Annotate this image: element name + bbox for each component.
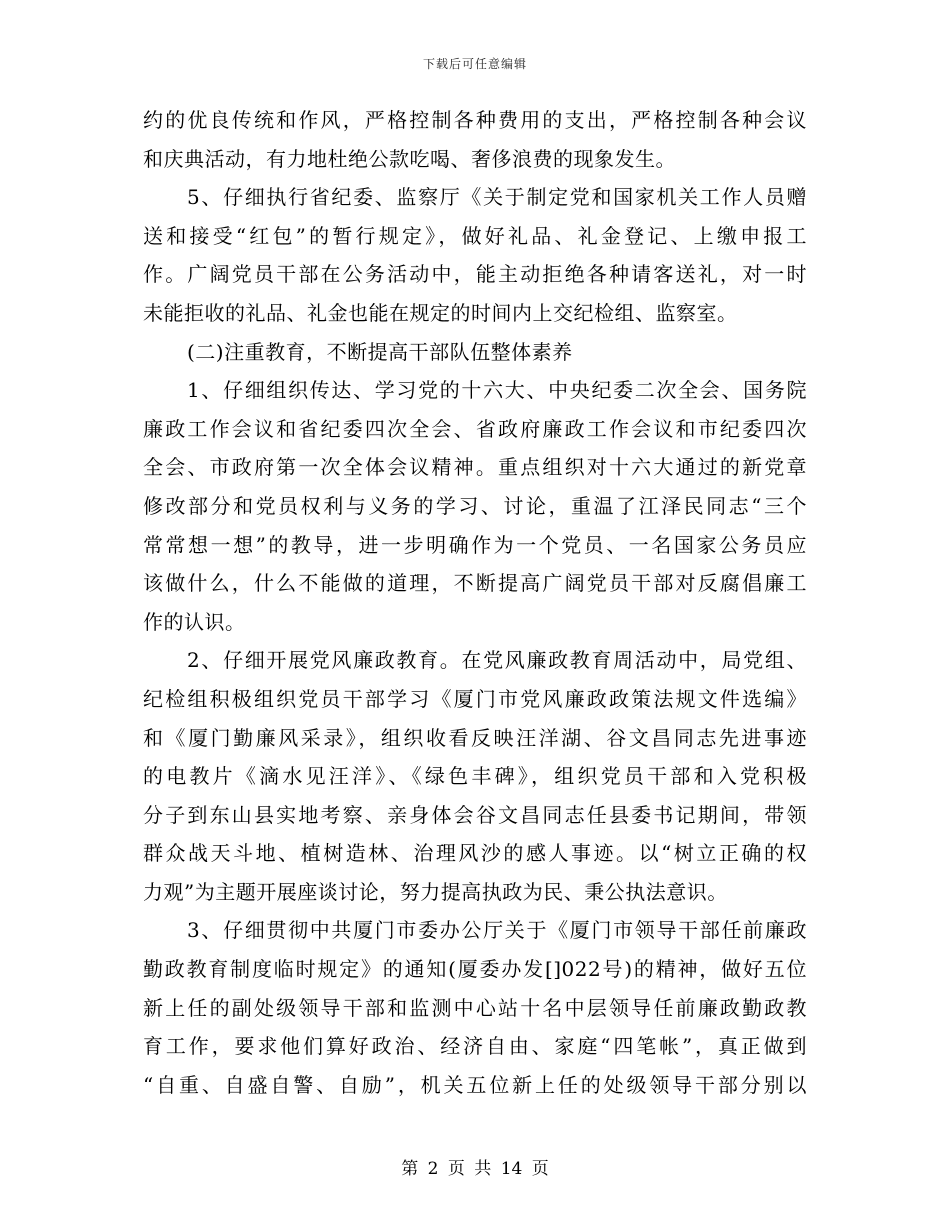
text-line: 育工作，要求他们算好政治、经济自由、家庭“四笔帐”，真正做到 xyxy=(143,1034,807,1059)
page-header: 下载后可任意编辑 xyxy=(422,57,527,71)
text-line: 分子到东山县实地考察、亲身体会谷文昌同志任县委书记期间，带领 xyxy=(143,802,807,827)
page-footer: 第 2 页 共 14 页 xyxy=(401,1159,549,1179)
text-line: 新上任的副处级领导干部和监测中心站十名中层领导任前廉政勤政教 xyxy=(143,995,807,1020)
text-line: 3、仔细贯彻中共厦门市委办公厅关于《厦门市领导干部任前廉政 xyxy=(187,918,807,943)
text-line: 作。广阔党员干部在公务活动中，能主动拒绝各种请客送礼，对一时 xyxy=(143,262,807,287)
text-line: 送和接受“红包”的暂行规定》，做好礼品、礼金登记、上缴申报工 xyxy=(143,223,807,248)
text-line: “自重、自盛自警、自励”，机关五位新上任的处级领导干部分别以 xyxy=(143,1072,807,1097)
text-line: 2、仔细开展党风廉政教育。在党风廉政教育周活动中，局党组、 xyxy=(187,648,807,673)
text-line: 群众战天斗地、植树造林、治理风沙的感人事迹。以“树立正确的权 xyxy=(143,841,807,866)
text-line: 该做什么，什么不能做的道理，不断提高广阔党员干部对反腐倡廉工 xyxy=(143,571,807,596)
text-line: 和《厦门勤廉风采录》，组织收看反映汪洋湖、谷文昌同志先进事迹 xyxy=(143,725,807,750)
text-line: 5、仔细执行省纪委、监察厅《关于制定党和国家机关工作人员赠 xyxy=(187,185,807,210)
text-line: 1、仔细组织传达、学习党的十六大、中央纪委二次全会、国务院 xyxy=(187,378,807,403)
text-line: 修改部分和党员权利与义务的学习、讨论，重温了江泽民同志“三个 xyxy=(143,493,807,518)
text-line: 未能拒收的礼品、礼金也能在规定的时间内上交纪检组、监察室。 xyxy=(143,300,738,325)
text-line: 纪检组积极组织党员干部学习《厦门市党风廉政政策法规文件选编》 xyxy=(143,686,807,711)
text-line: 作的认识。 xyxy=(143,609,246,634)
text-line: 勤政教育制度临时规定》的通知(厦委办发[]022号)的精神，做好五位 xyxy=(143,957,807,982)
text-line: 全会、市政府第一次全体会议精神。重点组织对十六大通过的新党章 xyxy=(143,455,807,480)
document-body xyxy=(143,101,807,1104)
text-line: 的电教片《滴水见汪洋》、《绿色丰碑》，组织党员干部和入党积极 xyxy=(143,764,807,789)
text-line: 廉政工作会议和省纪委四次全会、省政府廉政工作会议和市纪委四次 xyxy=(143,416,807,441)
text-line: 常常想一想”的教导，进一步明确作为一个党员、一名国家公务员应 xyxy=(143,532,807,557)
text-line: 和庆典活动，有力地杜绝公款吃喝、奢侈浪费的现象发生。 xyxy=(143,146,676,171)
text-line: (二)注重教育，不断提高干部队伍整体素养 xyxy=(187,339,573,364)
text-line: 约的优良传统和作风，严格控制各种费用的支出，严格控制各种会议 xyxy=(143,108,807,132)
text-line: 力观”为主题开展座谈讨论，努力提高执政为民、秉公执法意识。 xyxy=(143,879,728,904)
